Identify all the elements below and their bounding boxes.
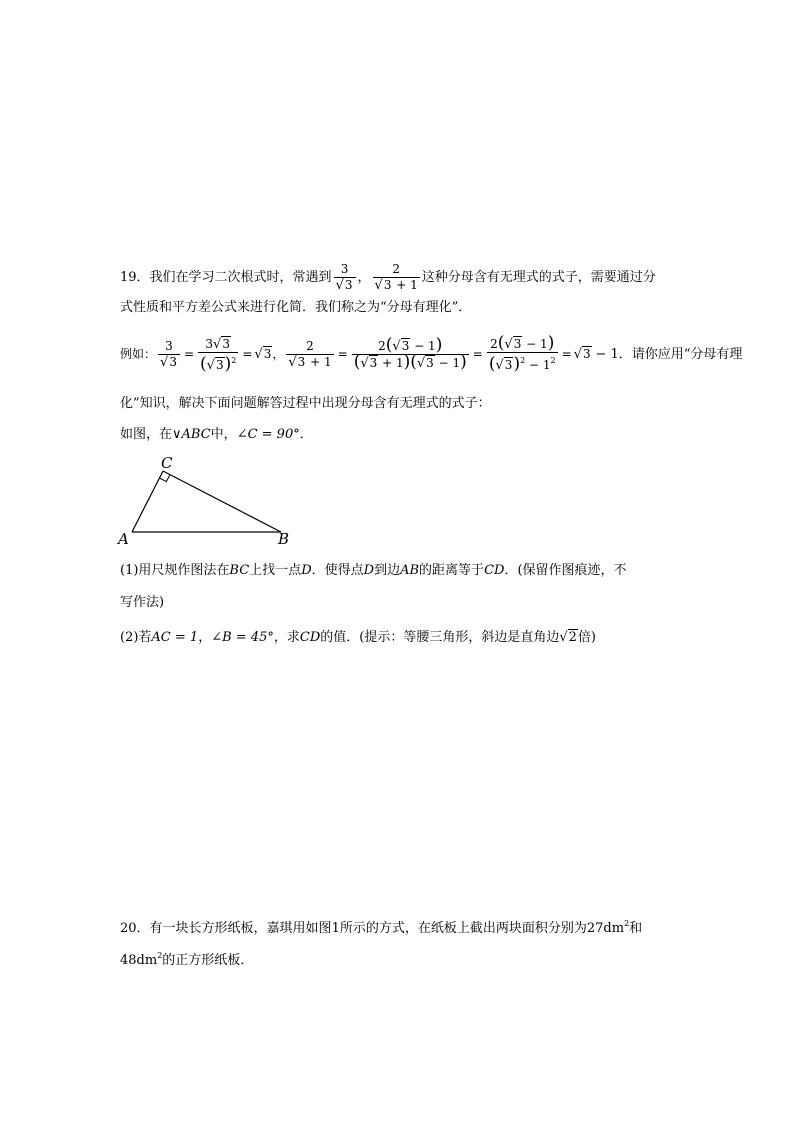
side-cb: [163, 471, 281, 532]
example1-mid-fraction: $\frac{3√3}{(√3)^2}$: [200, 336, 237, 374]
q19-part2: (2)若AC = 1，∠B = 45°，求CD的值．(提示：等腰三角形，斜边是直角边√2倍): [120, 630, 596, 645]
fraction-3-over-root3: $\frac{3}{√3}$: [334, 262, 356, 293]
label-b: B: [278, 530, 290, 548]
q19-line2: 式性质和平方差公式来进行化简．我们称之为“分母有理化”．: [120, 300, 472, 315]
label-c: C: [161, 454, 173, 472]
angle-c: ∠C = 90°: [236, 427, 300, 442]
q19-text-1a: 我们在学习二次根式时，常遇到: [149, 270, 332, 285]
q19-text-1b: 这种分母含有无理式的式子，需要通过分: [421, 270, 656, 285]
example2-mid-fraction: $\frac{2(√3 - 1)}{(√3 + 1)(√3 - 1)}$: [353, 335, 467, 372]
example2-result: √3: [573, 347, 591, 362]
q20-number: 20．: [120, 921, 150, 936]
triangle-figure: [115, 452, 295, 550]
example2-right-fraction: $\frac{2(√3 - 1)}{(√3)^2 - 1^2}$: [488, 333, 556, 374]
q19-part1-line1: (1)用尺规作图法在BC上找一点D．使得点D到边AB的距离等于CD．(保留作图痕迹，不: [120, 563, 627, 578]
fraction-2-over-root3-plus-1: $\frac{2}{√3 + 1}$: [374, 262, 418, 293]
example1-result: √3: [254, 347, 272, 362]
q19-example: 例如： $\frac{3}{√3}$ = $\frac{3√3}{(√3)^2}$ = √3， $\frac{2}{√3 + 1}$ = $\frac{2(√3 - 1)}{(√3 + 1)(√3 - 1)}$ = $\frac{2(√3 - 1)}{(√3)^2 - 1^2}$ = √3 − 1．请你应用“分母有理: [120, 333, 743, 374]
q19-line4: 化”知识，解决下面问题解答过程中出现分母含有无理式的式子：: [120, 396, 491, 411]
label-a: A: [118, 530, 129, 548]
q20-line2: $48dm^2$的正方形纸板．: [120, 951, 254, 968]
side-ac: [132, 471, 163, 532]
q20-line1: 20．有一块长方形纸板，嘉琪用如图1所示的方式，在纸板上截出两块面积分别为$27dm^2$和: [120, 919, 643, 936]
example1-left-fraction: $\frac{3}{√3}$: [158, 339, 180, 370]
q19-line1: 19．我们在学习二次根式时，常遇到 $\frac{3}{√3}$ ， $\frac{2}{√3 + 1}$ 这种分母含有无理式的式子，需要通过分: [120, 262, 656, 293]
q19-part1-line2: 写作法): [120, 595, 165, 610]
q19-line5: 如图，在∨ABC中，∠C = 90°．: [120, 427, 313, 442]
q19-number: 19．: [120, 270, 150, 285]
example2-left-fraction: $\frac{2}{√3 + 1}$: [288, 339, 332, 370]
triangle-name: ∨ABC: [172, 427, 211, 442]
